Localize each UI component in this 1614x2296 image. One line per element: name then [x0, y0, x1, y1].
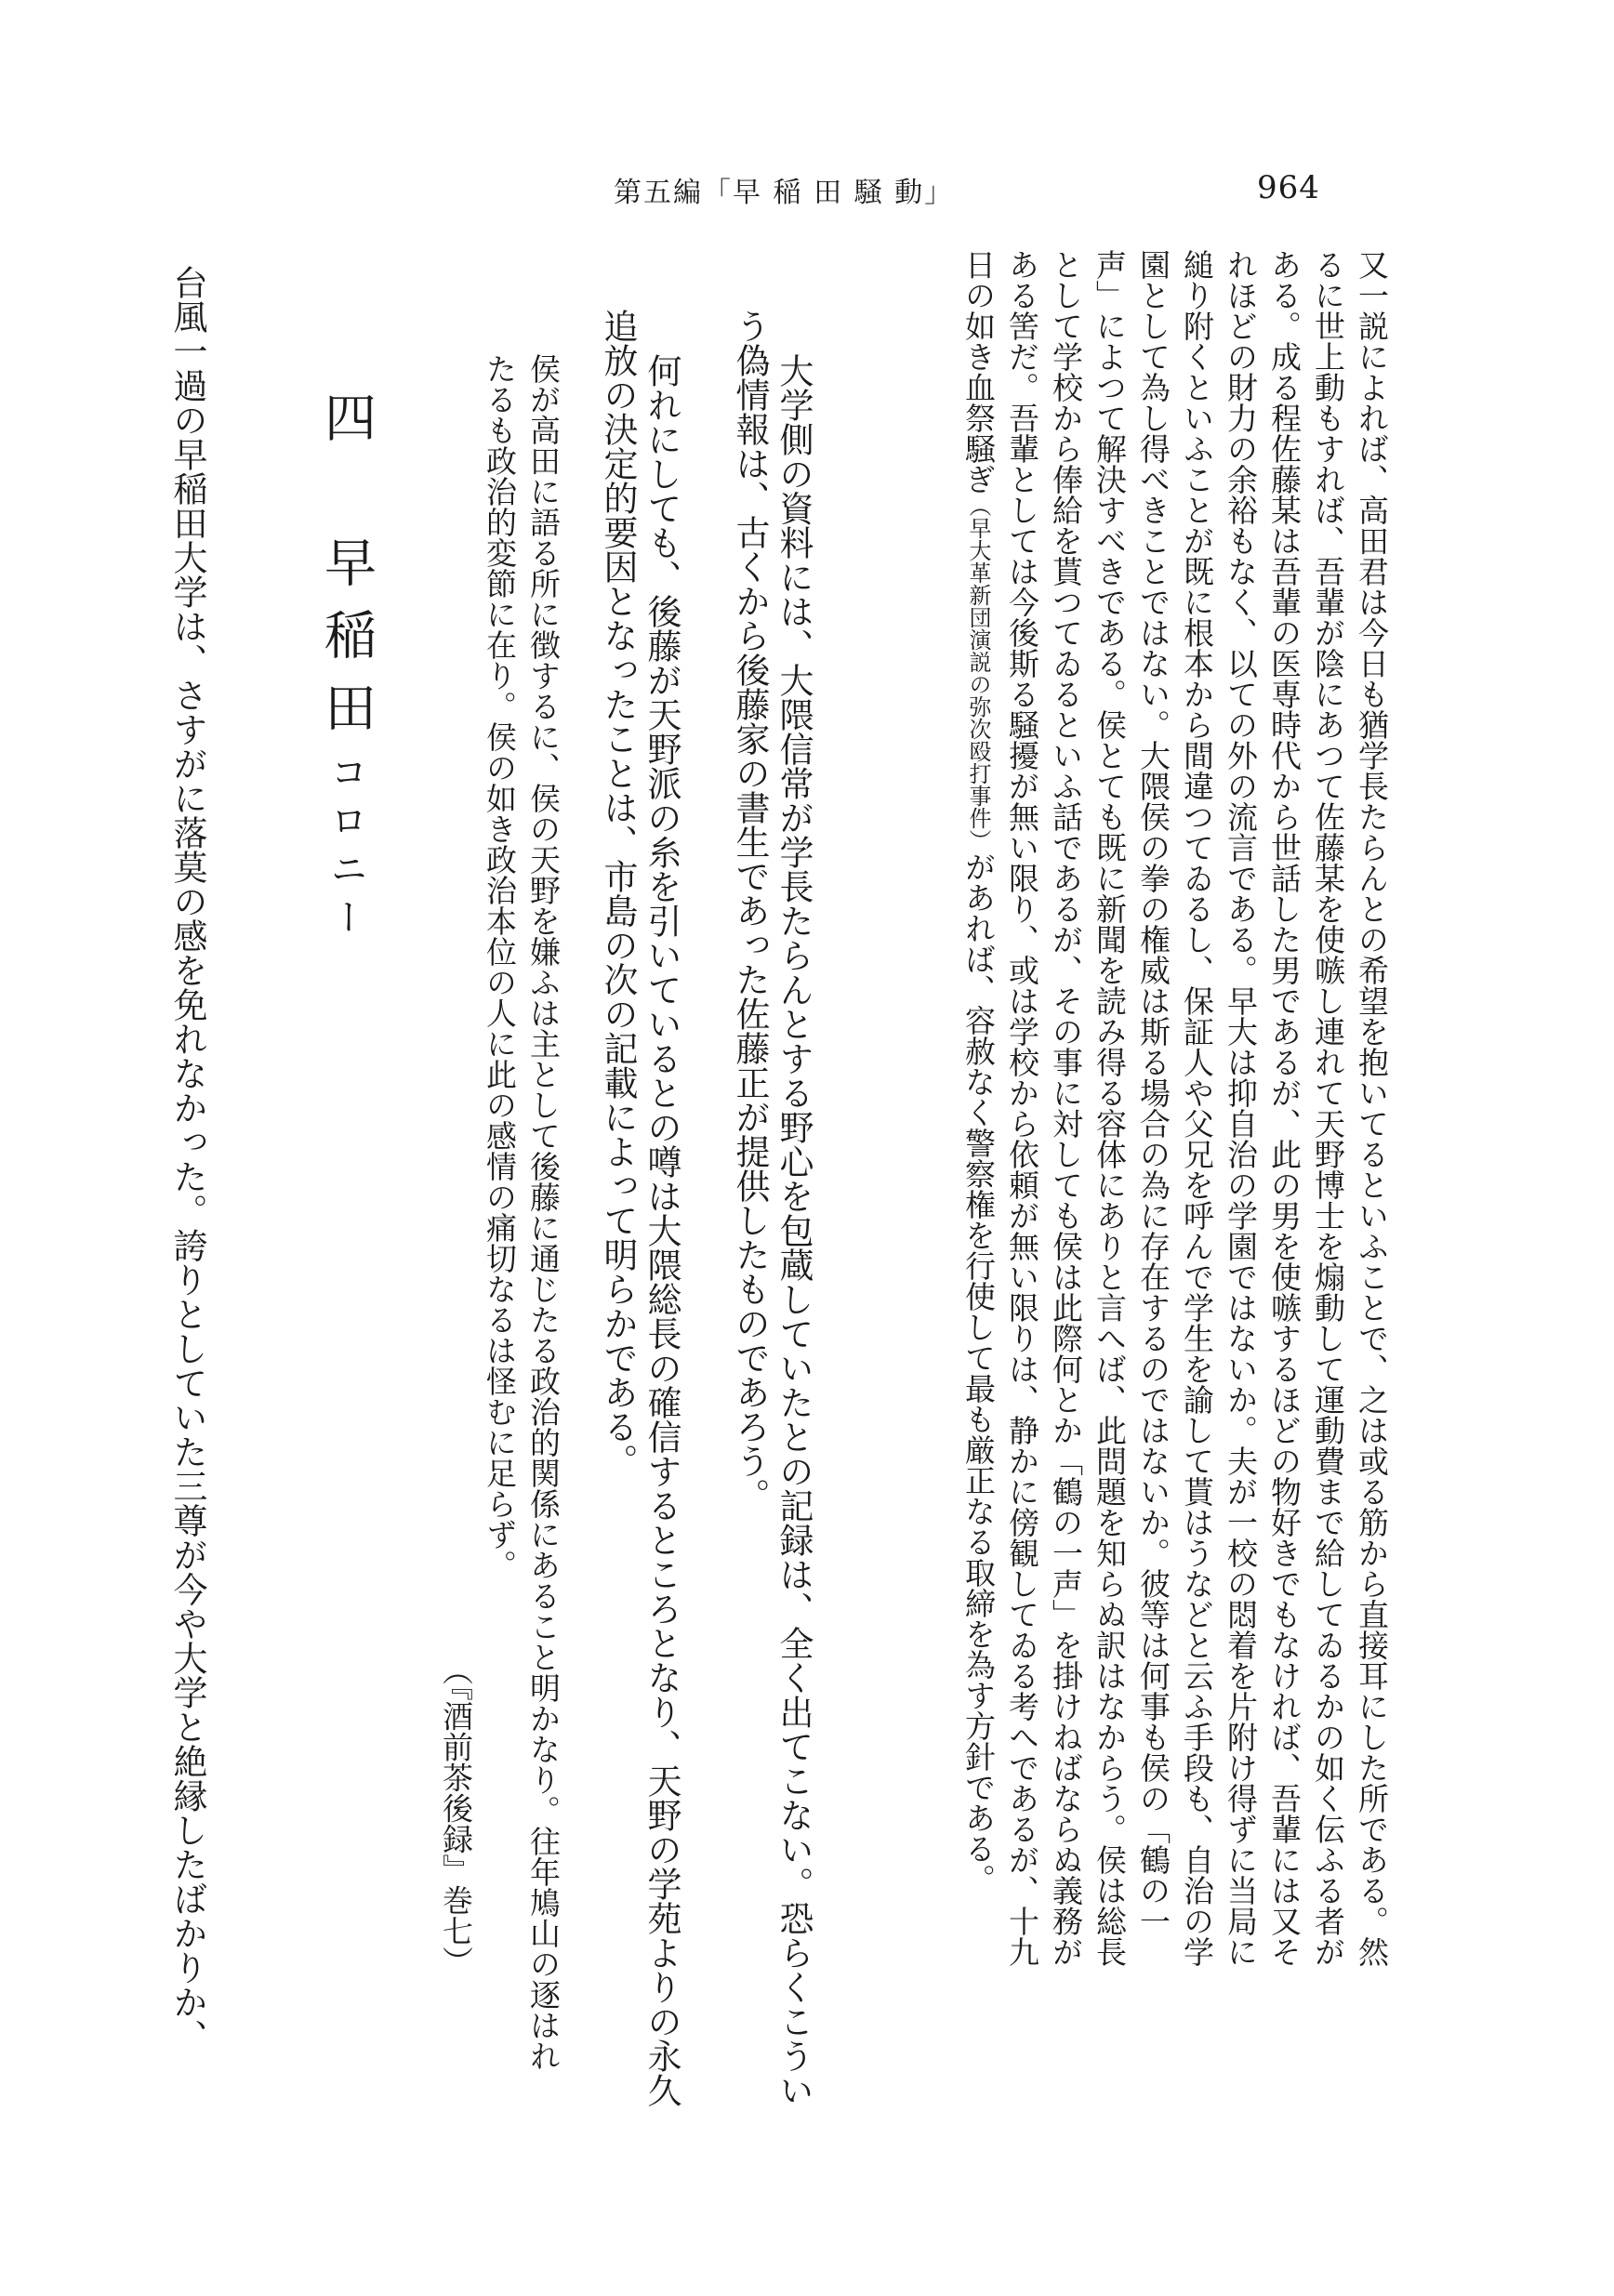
quote-text: があれば、容赦なく警察権を行使して最も厳正なる取締を為す方針である。 [960, 851, 997, 1894]
quote-line: 侯が高田に語る所に徴するに、侯の天野を嫌ふは主として後藤に通じたる政治的関係にあること明かなり。往年鳩山の逐はれ [525, 353, 562, 2071]
quote-text: 日の如き血祭騒ぎ [960, 249, 997, 495]
body-line: 台風一過の早稲田大学は、さすがに落莫の感を免れなかった。誇りとしていた三尊が今や大学と絶縁したばかりか、 [167, 265, 207, 2053]
quote-line: ある筈だ。吾輩としては今後斯る騒擾が無い限り、或は学校から依頼が無い限りは、静かに傍観してゐる考へであるが、十九 [1004, 249, 1040, 1967]
quote-line: 縋り附くといふことが既に根本から間違つてゐるし、保証人や父兄を呼んで学生を諭して貰はうなどと云ふ手段も、自治の学 [1179, 249, 1215, 1967]
section-subtitle: コロニー [324, 753, 367, 946]
citation: （『酒前茶後録』巻七） [438, 1655, 474, 1977]
section-heading [316, 390, 376, 946]
body-line: 何れにしても、後藤が天野派の糸を引いているとの噂は大隈総長の確信するところとなり、天野の学苑よりの永久 [642, 353, 681, 2107]
quote-line: るに世上動もすれば、吾輩が陰にあつて佐藤某を使嗾し連れて天野博士を煽動して運動費まで給してゐるかの如く伝ふる者が [1310, 249, 1346, 1967]
page-number: 964 [1257, 169, 1320, 206]
section-title: 早稲田 [316, 535, 377, 753]
quote-line: ある。成る程佐藤某は吾輩の医専時代から世話した男であるが、此の男を使嗾するほどの物好きでもなければ、吾輩には又そ [1266, 249, 1303, 1967]
body-line: 大学側の資料には、大隈信常が学長たらんとする野心を包蔵していたとの記録は、全く出てこない。恐らくこうい [774, 353, 814, 2107]
quote-line: れほどの財力の余裕もなく、以ての外の流言である。早大は抑自治の学園ではないか。夫が一校の悶着を片附け得ずに当局に [1223, 249, 1259, 1967]
inline-note: （早大革新団演説の弥次殴打事件） [965, 495, 991, 851]
quote-line: たるも政治的変節に在り。侯の如き政治本位の人に此の感情の痛切なるは怪むに足らず。 [482, 353, 518, 1580]
quote-line: 園として為し得べきことではない。大隈侯の拳の権威は斯る場合の為に存在するのではないか。彼等は何事も侯の「鶴の一 [1135, 249, 1171, 1936]
body-line: 追放の決定的要因となったことは、市島の次の記載によって明らかである。 [598, 309, 638, 1478]
quote-line: として学校から俸給を貰つてゐるといふ話であるが、その事に対しても侯は此際何とか「鶴の一声」を掛けねばならぬ義務が [1048, 249, 1084, 1967]
section-number: 四 [316, 390, 377, 463]
running-header: 第五編「早 稲 田 騒 動」 [614, 177, 955, 209]
quote-line [959, 249, 997, 1894]
quote-line: 声」によつて解決すべきである。侯とても既に新聞を読み得る容体にありと言へば、此問題を知らぬ訳はなからう。侯は総長 [1091, 249, 1128, 1967]
body-line: う偽情報は、古くから後藤家の書生であった佐藤正が提供したものであろう。 [730, 309, 770, 1512]
quote-line: 又一説によれば、高田君は今日も猶学長たらんとの希望を抱いてるといふことで、之は或る筋から直接耳にした所である。然 [1354, 249, 1390, 1967]
